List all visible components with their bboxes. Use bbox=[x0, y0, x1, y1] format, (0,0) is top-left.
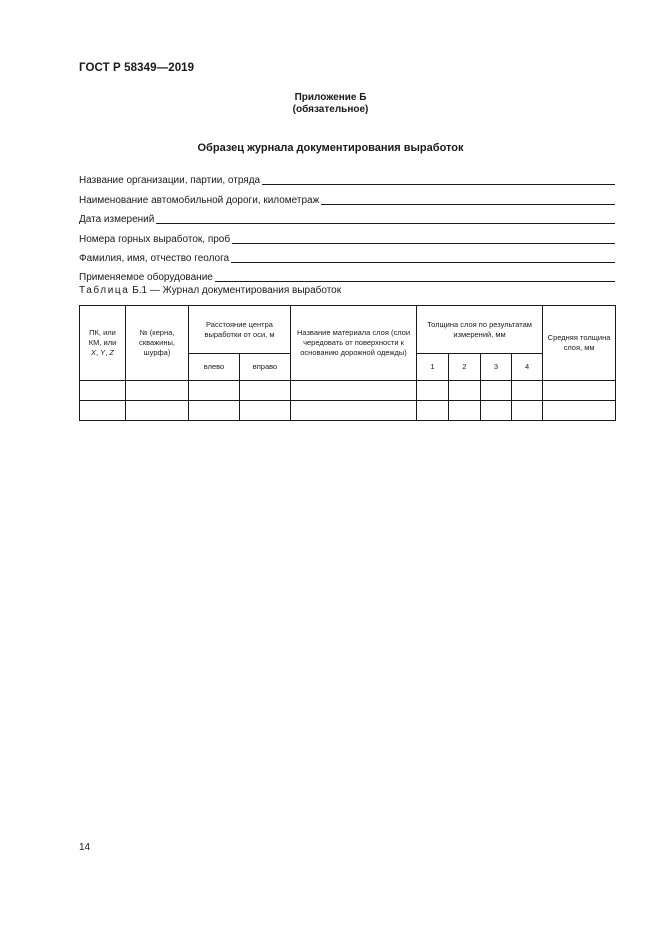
header-material: Название материала слоя (слои чередовать от поверхности к основанию дорожной одежды) bbox=[291, 306, 417, 381]
table-cell[interactable] bbox=[543, 401, 616, 421]
appendix-status: (обязательное) bbox=[292, 104, 369, 115]
table-cell[interactable] bbox=[481, 381, 512, 401]
header-measurement-1: 1 bbox=[417, 354, 449, 381]
field-label: Фамилия, имя, отчество геолога bbox=[79, 252, 230, 264]
header-number: № (керна, скважины, шурфа) bbox=[126, 306, 189, 381]
form-fields bbox=[79, 167, 615, 283]
table-cell[interactable] bbox=[189, 401, 240, 421]
table-caption-text: Б.1 — Журнал документирования выработок bbox=[132, 285, 342, 296]
header-pk-coords: X, Y, Z bbox=[91, 348, 114, 357]
table-cell[interactable] bbox=[240, 401, 291, 421]
coord-z: Z bbox=[109, 348, 114, 357]
field-equipment bbox=[79, 264, 615, 283]
field-excavation-numbers bbox=[79, 225, 615, 244]
standard-code: ГОСТ Р 58349—2019 bbox=[79, 62, 195, 74]
field-label: Наименование автомобильной дороги, километраж bbox=[79, 194, 320, 206]
table-cell[interactable] bbox=[449, 401, 481, 421]
field-fill-line[interactable] bbox=[231, 262, 615, 263]
field-organization bbox=[79, 167, 615, 186]
table-cell[interactable] bbox=[512, 401, 543, 421]
field-date bbox=[79, 206, 615, 225]
header-pk bbox=[80, 306, 126, 381]
table-row bbox=[80, 381, 616, 401]
table-caption-prefix: Таблица bbox=[79, 285, 130, 296]
table-cell[interactable] bbox=[449, 381, 481, 401]
table-cell[interactable] bbox=[126, 381, 189, 401]
coord-x: X bbox=[91, 348, 97, 357]
field-label: Номера горных выработок, проб bbox=[79, 233, 231, 245]
document-title: Образец журнала документирования выработок bbox=[197, 142, 464, 154]
table-cell[interactable] bbox=[240, 381, 291, 401]
table-cell[interactable] bbox=[543, 381, 616, 401]
field-label: Название организации, партии, отряда bbox=[79, 175, 261, 187]
field-road bbox=[79, 186, 615, 205]
field-geologist bbox=[79, 245, 615, 264]
field-label: Дата измерений bbox=[79, 214, 155, 226]
page-number: 14 bbox=[79, 842, 91, 853]
table-cell[interactable] bbox=[417, 401, 449, 421]
appendix-heading bbox=[0, 92, 661, 116]
field-fill-line[interactable] bbox=[262, 184, 615, 185]
table-cell[interactable] bbox=[291, 381, 417, 401]
coord-y: Y bbox=[100, 348, 106, 357]
table-caption bbox=[79, 285, 341, 296]
field-fill-line[interactable] bbox=[321, 204, 615, 205]
journal-table bbox=[79, 305, 616, 421]
field-label: Применяемое оборудование bbox=[79, 272, 213, 284]
table-cell[interactable] bbox=[189, 381, 240, 401]
header-pk-line2: КМ, или bbox=[88, 338, 117, 347]
header-thickness: Толщина слоя по результатам измерений, мм bbox=[417, 306, 543, 354]
table-cell[interactable] bbox=[291, 401, 417, 421]
table-cell[interactable] bbox=[512, 381, 543, 401]
table-row bbox=[80, 401, 616, 421]
header-right: вправо bbox=[240, 354, 291, 381]
header-pk-line1: ПК, или bbox=[89, 328, 116, 337]
field-fill-line[interactable] bbox=[156, 223, 615, 224]
field-fill-line[interactable] bbox=[215, 281, 615, 282]
table-cell[interactable] bbox=[80, 381, 126, 401]
table-cell[interactable] bbox=[80, 401, 126, 421]
table-cell[interactable] bbox=[417, 381, 449, 401]
header-measurement-3: 3 bbox=[481, 354, 512, 381]
header-measurement-2: 2 bbox=[449, 354, 481, 381]
header-measurement-4: 4 bbox=[512, 354, 543, 381]
field-fill-line[interactable] bbox=[232, 243, 615, 244]
header-average: Средняя толщина слоя, мм bbox=[543, 306, 616, 381]
appendix-title: Приложение Б bbox=[294, 92, 367, 103]
table-cell[interactable] bbox=[126, 401, 189, 421]
header-distance: Расстояние центра выработки от оси, м bbox=[189, 306, 291, 354]
table-cell[interactable] bbox=[481, 401, 512, 421]
header-left: влево bbox=[189, 354, 240, 381]
